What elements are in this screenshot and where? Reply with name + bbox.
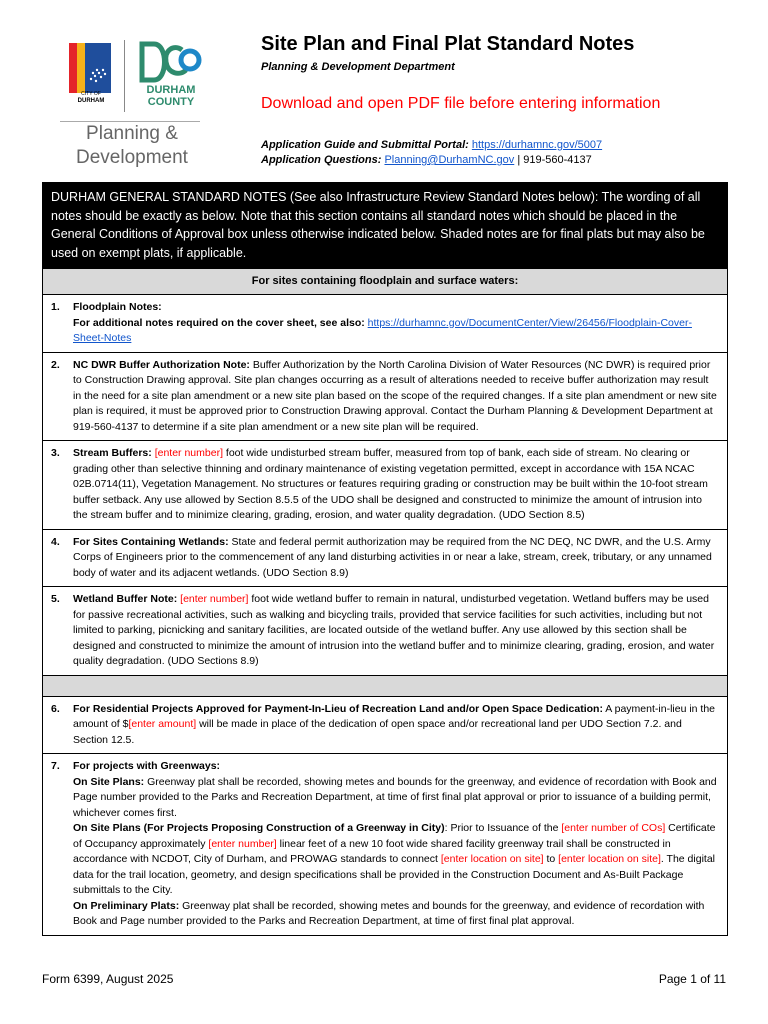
note-title: For Sites Containing Wetlands: [73, 535, 229, 548]
city-of-durham-logo [69, 43, 111, 93]
note-body [73, 759, 719, 930]
note-title: For Residential Projects Approved for Payment-In-Lieu of Recreation Land and/or Open Space Dedication: [73, 702, 603, 715]
paragraph-label: On Site Plans (For Projects Proposing Construction of a Greenway in City) [73, 822, 445, 834]
connect-to-location-field[interactable]: [enter location on site] [558, 853, 661, 865]
note-number: 2. [51, 358, 60, 371]
stream-buffer-width-field[interactable]: [enter number] [154, 447, 223, 459]
note-title: Stream Buffers: [73, 447, 152, 459]
note-body [73, 702, 719, 749]
paragraph-text: linear feet of a new 10 foot wide shared facility greenway trail shall be constructed in accordance with NCDOT, City of Durham, and PROWAG standards to connect [73, 837, 671, 865]
floodplain-notes-link[interactable]: https://durhamnc.gov/DocumentCenter/View/26456/Floodplain-Cover-Sheet-Notes [73, 316, 692, 344]
general-standard-notes-header: DURHAM GENERAL STANDARD NOTES (See also Infrastructure Review Standard Notes below): The wording of all notes should be exactly as below. Note that this section contains all standard notes which should be placed in the General Conditions of Approval box unless otherwise indicated below. Shaded notes are for final plats but may also be used on exempt plats, if applicable. [43, 183, 727, 268]
note-row-7 [43, 753, 727, 935]
download-notice: Download and open PDF file before entering information [261, 95, 661, 112]
durham-county-dco-logo [138, 40, 202, 86]
note-title: For projects with Greenways: [73, 760, 221, 772]
paragraph-text: Greenway plat shall be recorded, showing metes and bounds for the greenway, and evidence of recordation with Book and Page number provided to the Parks and Recreation Department, at time of first final plat approval or prior to issuance of a building permit, whichever comes first. [73, 775, 717, 819]
note-text: State and federal permit authorization may be required from the NC DEQ, NC DWR, and the U.S. Army Corps of Engineers prior to the commencement of any land disturbing activities in or near a lake, stream, creek, tributary, or any unnamed body of water and its adjacent wetlands. (UDO Section 8.9) [73, 535, 712, 579]
application-guide-link[interactable]: https://durhamnc.gov/5007 [471, 139, 603, 151]
note-body [73, 592, 719, 670]
paragraph-text: Greenway plat shall be recorded, showing metes and bounds for the greenway, and evidence of recordation with Book and Page number provided to the Parks and Recreation Department, at time of first final plat approval. [73, 899, 705, 927]
application-questions-email-link[interactable]: Planning@DurhamNC.gov [384, 154, 515, 166]
standard-notes-table [42, 182, 728, 936]
note-number: 6. [51, 702, 60, 715]
note-number: 5. [51, 593, 60, 605]
note-text-continued: will be made in place of the dedication of open space and/or recreational land per UDO Section 7.2. and Section 12.5. [73, 718, 682, 746]
note-number: 3. [51, 447, 60, 459]
note-body [73, 358, 719, 436]
connect-from-location-field[interactable]: [enter location on site] [440, 853, 544, 865]
note-row-6 [43, 696, 727, 754]
note-body [73, 446, 719, 524]
paragraph-text: : Prior to Issuance of the [444, 822, 562, 834]
paragraph-label: On Site Plans: [73, 775, 145, 788]
note-row-2 [43, 352, 727, 441]
linear-feet-field[interactable]: [enter number] [208, 837, 277, 850]
wetland-buffer-width-field[interactable]: [enter number] [180, 593, 249, 605]
paragraph-label: On Preliminary Plats: [73, 899, 180, 912]
note-body [73, 535, 719, 582]
note-row-5 [43, 586, 727, 675]
application-guide-line [261, 139, 602, 151]
application-questions-phone: | 919-560-4137 [514, 154, 592, 166]
department-subtitle: Planning & Development Department [261, 61, 455, 73]
planning-development-wordmark [62, 122, 202, 170]
greenway-construction-paragraph [73, 821, 719, 899]
application-questions-line [261, 154, 592, 166]
city-of-durham-wordmark [67, 91, 115, 105]
note-title: NC DWR Buffer Authorization Note: [73, 358, 250, 371]
note-text: foot wide undisturbed stream buffer, measured from top of bank, each side of stream. No clearing or grading other than selective thinning and ordinary maintenance of existing vegetation permitted, except in accordance with 15A NCAC 02B.0714(11), Vegetation Management. No structures or features requiring grading or construction may be built within the 10-foot stream buffer setback. Any use allowed by Section 8.5.5 of the UDO shall be designed and constructed to minimize the amount of intrusion into the stream buffer and to minimize clearing, grading, erosion, and water quality degradation. (UDO Section 8.5) [73, 447, 708, 521]
city-of-label: CITY OF [81, 91, 101, 97]
note-text: A payment-in-lieu in the amount of $ [73, 702, 716, 730]
application-questions-label: Application Questions: [261, 154, 382, 166]
note-text: For additional notes required on the cover sheet, see also: [73, 316, 368, 329]
number-of-cos-field[interactable]: [enter number of COs] [561, 822, 666, 834]
note-row-3 [43, 440, 727, 529]
note-text: Buffer Authorization by the North Carolina Division of Water Resources (NC DWR) is required prior to Construction Drawing approval. Site plan changes occurring as a result of alterations needed to receive buffer authorization may result in the need for a site plan amendment or a new site plan based on the scope of the required changes. If a site plan amendment or new site plan is required, it must be approved prior to Construction Drawing approval. Contact the Durham Planning & Development Department at 919-560-4137 to determine if a site plan amendment or a new site plan will be required. [73, 358, 717, 433]
page-number-footer: Page 1 of 11 [658, 972, 726, 986]
note-row-4 [43, 529, 727, 587]
paragraph-text: to [543, 853, 559, 865]
greenway-preliminary-plats-paragraph [73, 899, 719, 930]
note-row-1 [43, 294, 727, 352]
planning-label: Planning & [86, 123, 178, 144]
application-guide-label: Application Guide and Submittal Portal: [261, 139, 469, 151]
county-line-2: COUNTY [147, 96, 195, 108]
floodplain-section-header: For sites containing floodplain and surface waters: [43, 268, 727, 294]
durham-county-wordmark [136, 84, 206, 108]
logo-divider [124, 40, 125, 112]
page-title: Site Plan and Final Plat Standard Notes [261, 33, 635, 55]
shaded-divider-row [43, 675, 727, 696]
durham-label: DURHAM [77, 98, 105, 104]
greenway-site-plans-paragraph [73, 775, 719, 822]
note-number: 1. [51, 301, 60, 313]
note-title: Floodplain Notes: [73, 301, 162, 313]
development-label: Development [76, 147, 188, 168]
note-text: foot wide wetland buffer to remain in natural, undisturbed vegetation. Wetland buffers may be used for passive recreational activities, such as walking and bicycling trails, provided that service facilities for such activities, including but not limited to parking, picnicking and sanitary facilities, are located outside of the wetland buffer. Any use allowed by this section shall be designed and constructed to minimize the amount of intrusion into the wetland buffer and to minimize clearing, grading, erosion, and water quality degradation. (UDO Sections 8.9) [73, 593, 715, 667]
form-number-footer: Form 6399, August 2025 [42, 972, 174, 986]
note-title: Wetland Buffer Note: [73, 593, 178, 605]
paragraph-text: . The digital data for the trail location, geometry, and design specifications shall be provided in the Construction Document and As-Built Package submittals to the City. [73, 853, 715, 896]
payment-amount-field[interactable]: [enter amount] [128, 718, 197, 730]
note-number: 4. [51, 535, 60, 548]
note-body [73, 300, 719, 347]
county-line-1: DURHAM [146, 84, 196, 96]
paragraph-text: Certificate of Occupancy approximately [73, 822, 716, 850]
note-number: 7. [51, 760, 60, 772]
